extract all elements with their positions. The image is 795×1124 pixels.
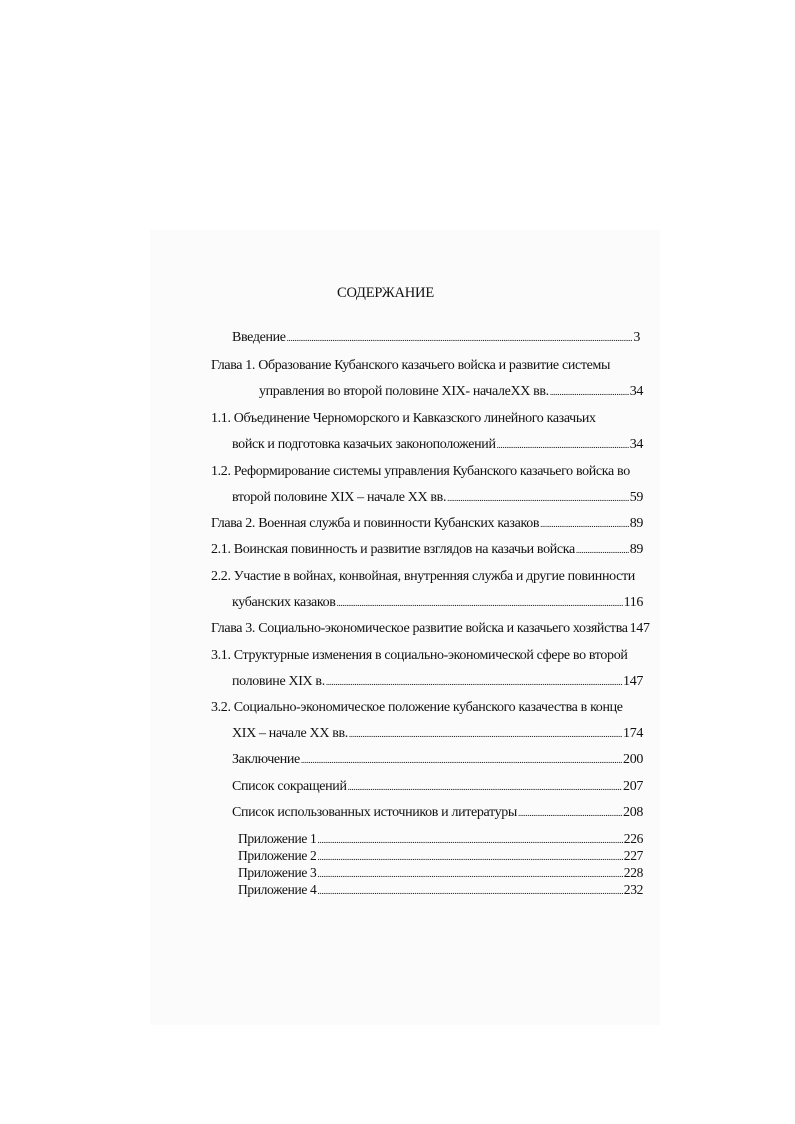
leader-dots <box>317 865 622 881</box>
toc-page-number: 34 <box>629 384 643 399</box>
toc-page-number: 200 <box>623 752 643 767</box>
page-title: СОДЕРЖАНИЕ <box>337 285 434 301</box>
toc-page-number: 227 <box>623 848 643 863</box>
toc-entry-section32[interactable] <box>232 726 643 742</box>
toc-entry-section11[interactable] <box>232 437 643 453</box>
toc-entry-text: Список сокращений <box>232 779 347 794</box>
toc-entry-text: 2.1. Воинская повинность и развитие взглядов на казачьи войска <box>211 542 575 557</box>
toc-page-number: 89 <box>629 542 643 557</box>
toc-entry-section32-line1[interactable]: 3.2. Социально-экономическое положение кубанского казачества в конце <box>211 700 623 715</box>
leader-dots <box>337 595 623 611</box>
toc-page-number: 116 <box>623 595 643 610</box>
toc-entry-appendix2[interactable] <box>238 848 643 864</box>
toc-entry-sources[interactable] <box>232 805 643 821</box>
toc-page-number: 207 <box>623 779 643 794</box>
toc-entry-chapter2[interactable] <box>211 516 643 532</box>
toc-entry-text: XIX – начале XX вв. <box>232 726 348 741</box>
leader-dots <box>497 437 629 453</box>
toc-entry-text: Глава 2. Военная служба и повинности Кубанских казаков <box>211 516 540 531</box>
toc-entry-text: Приложение 4 <box>238 882 317 897</box>
leader-dots <box>518 805 622 821</box>
toc-entry-section21[interactable] <box>211 542 643 558</box>
toc-entry-text: второй половине XIX – начале ХХ вв. <box>232 490 447 505</box>
toc-page-number: 147 <box>629 621 650 636</box>
toc-entry-section31-line1[interactable]: 3.1. Структурные изменения в социально-экономической сфере во второй <box>211 648 628 663</box>
leader-dots <box>326 674 622 690</box>
toc-page-number: 226 <box>623 831 643 846</box>
toc-page-number: 3 <box>633 330 640 345</box>
leader-dots <box>317 882 622 898</box>
toc-entry-chapter1-line1[interactable]: Глава 1. Образование Кубанского казачьего войска и развитие системы <box>211 358 611 373</box>
toc-page-number: 232 <box>623 882 643 897</box>
toc-entry-abbreviations[interactable] <box>232 779 643 795</box>
leader-dots <box>317 848 622 864</box>
leader-dots <box>550 384 629 400</box>
toc-entry-section12-line1[interactable]: 1.2. Реформирование системы управления Кубанского казачьего войска во <box>211 464 630 479</box>
toc-entry-chapter1[interactable] <box>259 384 643 400</box>
toc-page-number: 59 <box>629 490 643 505</box>
toc-entry-intro[interactable] <box>232 330 640 346</box>
toc-entry-text: Приложение 1 <box>238 831 317 846</box>
toc-entry-section31[interactable] <box>232 674 643 690</box>
toc-entry-text: Глава 3. Социально-экономическое развитие войска и казачьего хозяйства <box>211 621 628 636</box>
toc-entry-text: Список использованных источников и литературы <box>232 805 517 820</box>
toc-entry-text: управления во второй половине XIX- началеХХ вв. <box>259 384 549 399</box>
toc-entry-text: Введение <box>232 330 286 345</box>
toc-page-number: 89 <box>629 516 643 531</box>
toc-entry-appendix1[interactable] <box>238 831 643 847</box>
toc-entry-section22-line1[interactable]: 2.2. Участие в войнах, конвойная, внутренняя служба и другие повинности <box>211 569 635 584</box>
toc-entry-conclusion[interactable] <box>232 752 643 768</box>
toc-page-number: 174 <box>623 726 643 741</box>
leader-dots <box>447 490 629 506</box>
toc-entry-appendix3[interactable] <box>238 865 643 881</box>
leader-dots <box>349 726 622 742</box>
leader-dots <box>317 831 622 847</box>
leader-dots <box>540 516 629 532</box>
toc-entry-text: кубанских казаков <box>232 595 336 610</box>
toc-entry-text: Приложение 3 <box>238 865 317 880</box>
toc-entry-text: Заключение <box>232 752 300 767</box>
toc-page-number: 228 <box>623 865 643 880</box>
toc-entry-appendix4[interactable] <box>238 882 643 898</box>
toc-page-number: 34 <box>629 437 643 452</box>
toc-entry-text: Приложение 2 <box>238 848 317 863</box>
toc-entry-text: войск и подготовка казачьих законоположений <box>232 437 496 452</box>
toc-entry-section22[interactable] <box>232 595 643 611</box>
toc-entry-section11-line1[interactable]: 1.1. Объединение Черноморского и Кавказского линейного казачьих <box>211 411 596 426</box>
leader-dots <box>287 330 633 346</box>
leader-dots <box>301 752 622 768</box>
toc-entry-chapter3[interactable] <box>211 621 650 637</box>
toc-entry-text: половине XIX в. <box>232 674 325 689</box>
toc-page-number: 208 <box>623 805 643 820</box>
leader-dots <box>576 542 629 558</box>
leader-dots <box>348 779 622 795</box>
toc-entry-section12[interactable] <box>232 490 643 506</box>
toc-page-number: 147 <box>623 674 643 689</box>
